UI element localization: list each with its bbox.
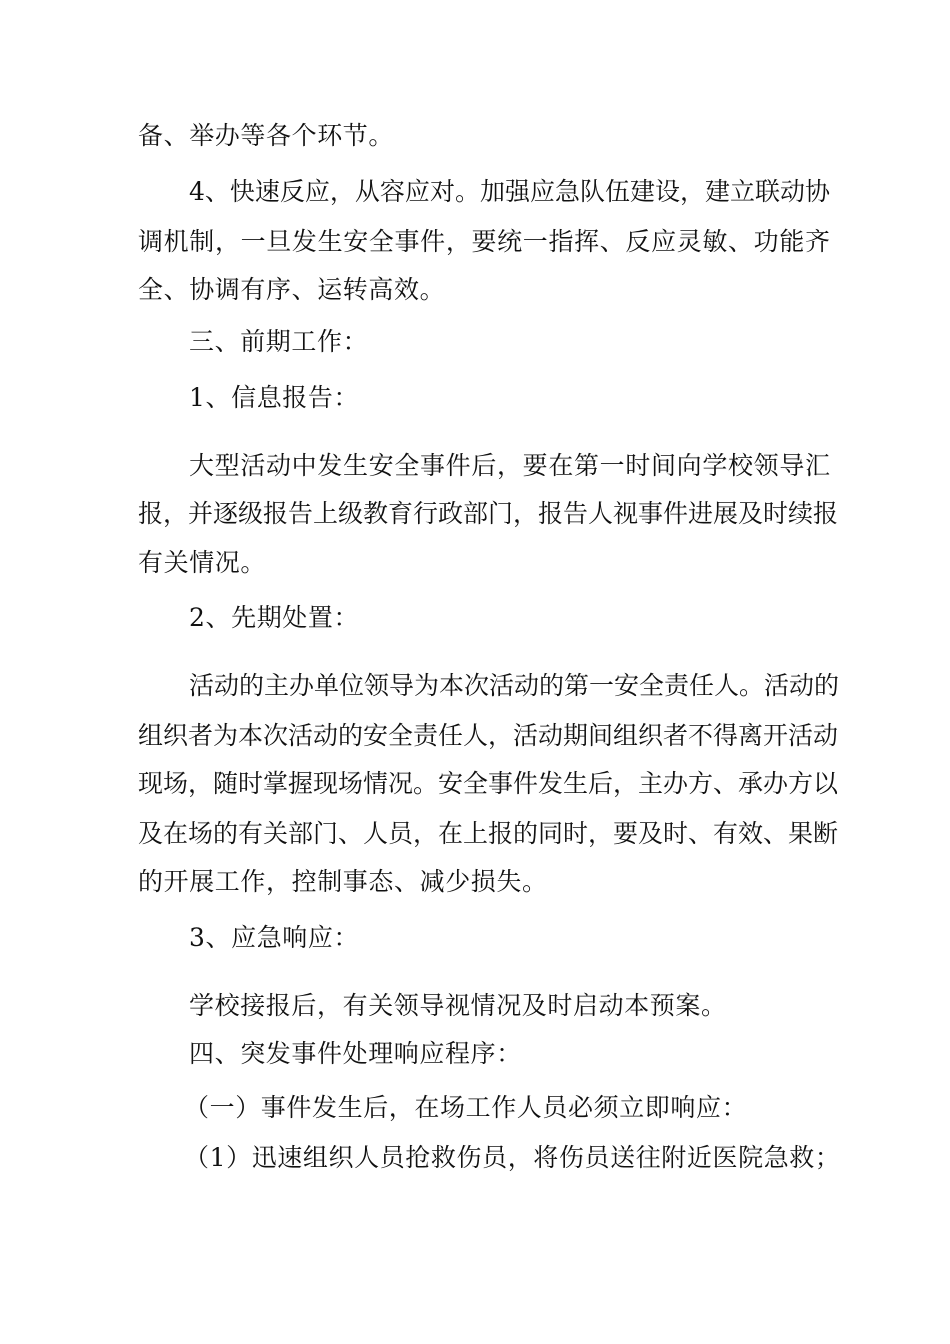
section-heading: 三、前期工作： [189, 327, 369, 356]
paragraph-line: 大型活动中发生安全事件后，要在第一时间向学校领导汇 [189, 451, 830, 480]
subsection-heading: 1、信息报告： [189, 383, 360, 412]
paragraph-line: 有关情况。 [138, 548, 267, 577]
paragraph-line: 现场，随时掌握现场情况。安全事件发生后，主办方、承办方以 [138, 769, 839, 798]
paragraph-line: 全、协调有序、运转高效。 [138, 275, 446, 304]
section-heading: 四、突发事件处理响应程序： [189, 1039, 522, 1068]
paragraph-line: 组织者为本次活动的安全责任人，活动期间组织者不得离开活动 [138, 721, 839, 750]
paragraph-line: 备、举办等各个环节。 [138, 121, 395, 150]
paragraph-line: （1）迅速组织人员抢救伤员，将伤员送往附近医院急救； [184, 1143, 841, 1172]
paragraph-line: 学校接报后，有关领导视情况及时启动本预案。 [189, 991, 727, 1020]
paragraph-line: 及在场的有关部门、人员，在上报的同时，要及时、有效、果断 [138, 819, 839, 848]
paragraph-line: 报，并逐级报告上级教育行政部门，报告人视事件进展及时续报 [138, 499, 839, 528]
subsection-heading: 2、先期处置： [189, 603, 360, 632]
paragraph-line: 4、快速反应，从容应对。加强应急队伍建设，建立联动协 [189, 177, 830, 206]
paragraph-line: （一）事件发生后，在场工作人员必须立即响应： [184, 1093, 748, 1122]
paragraph-line: 的开展工作，控制事态、减少损失。 [138, 867, 548, 896]
paragraph-line: 活动的主办单位领导为本次活动的第一安全责任人。活动的 [189, 671, 840, 700]
subsection-heading: 3、应急响应： [189, 923, 360, 952]
paragraph-line: 调机制，一旦发生安全事件，要统一指挥、反应灵敏、功能齐 [138, 227, 830, 256]
